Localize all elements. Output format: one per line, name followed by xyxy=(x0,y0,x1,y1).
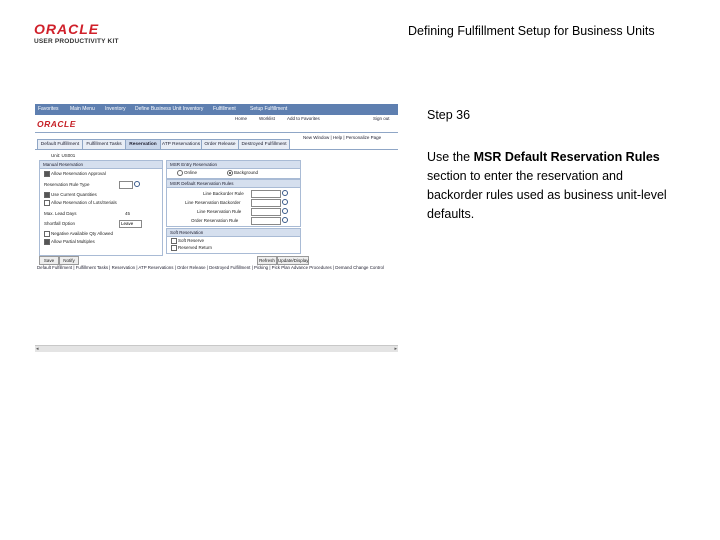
tab-reservation[interactable]: Reservation xyxy=(125,139,161,149)
tab-destroyed-fulfillment[interactable]: Destroyed Fulfillment xyxy=(238,139,290,149)
horizontal-scrollbar[interactable] xyxy=(35,345,398,352)
tab-order-release[interactable]: Order Release xyxy=(201,139,239,149)
save-button[interactable]: Save xyxy=(39,256,59,265)
field-label: Line Backorder Rule xyxy=(203,191,244,196)
description-emphasis: MSR Default Reservation Rules xyxy=(473,150,660,164)
home-link[interactable]: Home xyxy=(235,116,248,121)
field-label: Line Reservation Rule xyxy=(197,209,242,214)
tab-default-fulfillment[interactable]: Default Fulfillment xyxy=(37,139,83,149)
lookup-icon[interactable] xyxy=(282,208,288,214)
online-radio[interactable] xyxy=(177,170,183,176)
description-text: section to enter the reservation and backorder rules used as business unit-level defaults. xyxy=(427,169,667,221)
line-backorder-rule-input[interactable] xyxy=(251,190,281,198)
field-label: Reserved Return xyxy=(178,245,213,250)
notify-button[interactable]: Notify xyxy=(59,256,79,265)
allow-partial-checkbox[interactable] xyxy=(44,239,50,245)
divider xyxy=(35,132,398,133)
tab-atp-reservations[interactable]: ATP Reservations xyxy=(160,139,202,149)
section-header-soft-reservation: Soft Reservation xyxy=(166,228,301,237)
nav-item[interactable]: Define Business Unit Inventory xyxy=(135,106,204,112)
lookup-icon[interactable] xyxy=(282,199,288,205)
application-screenshot xyxy=(35,104,398,354)
unit-label: Unit: US001 xyxy=(51,153,76,158)
allow-lots-checkbox[interactable] xyxy=(44,200,50,206)
step-number: Step 36 xyxy=(427,108,471,122)
field-label: Negative Available Qty Allowed xyxy=(51,231,113,236)
add-favorites-link[interactable]: Add to Favorites xyxy=(287,116,320,121)
description-text: Use the xyxy=(427,150,474,164)
nav-item[interactable]: Main Menu xyxy=(70,106,95,112)
field-label: Use Current Quantities xyxy=(51,192,97,197)
lookup-icon[interactable] xyxy=(282,190,288,196)
reserved-return-checkbox[interactable] xyxy=(171,245,177,251)
field-label: Max. Lead Days xyxy=(44,211,77,216)
radio-label: Online xyxy=(184,170,198,175)
line-reservation-backorder-input[interactable] xyxy=(251,199,281,207)
lookup-icon[interactable] xyxy=(282,217,288,223)
field-label: Shortfall Option xyxy=(44,221,76,226)
page-utility-links[interactable]: New Window | Help | Personalize Page xyxy=(303,135,382,140)
field-label: Allow Partial Multiples xyxy=(51,239,95,244)
top-navigation-bar xyxy=(35,104,398,115)
field-label: Soft Reserve xyxy=(178,238,205,243)
field-label: Order Reservation Rule xyxy=(191,218,239,223)
update-display-button[interactable]: Update/Display xyxy=(278,258,309,263)
scroll-left-icon[interactable]: ◂ xyxy=(36,346,39,352)
field-label: Allow Reservation of Lots/Serials xyxy=(51,200,117,205)
sign-out-link[interactable]: Sign out xyxy=(373,116,390,121)
allow-approval-checkbox[interactable] xyxy=(44,171,50,177)
lookup-icon[interactable] xyxy=(134,181,140,187)
tab-divider xyxy=(35,149,398,150)
use-current-qty-checkbox[interactable] xyxy=(44,192,50,198)
line-reservation-rule-input[interactable] xyxy=(251,208,281,216)
footer-tab-links[interactable]: Default Fulfillment | Fulfillment Tasks | Reservation | ATP Reservations | Order Release | Destroyed Fulfillment | Picking | Pick Plan Advance Procedures | Demand Change Control xyxy=(37,265,384,270)
nav-item[interactable]: Favorites xyxy=(38,106,59,112)
scroll-right-icon[interactable]: ▸ xyxy=(394,346,397,352)
background-radio[interactable] xyxy=(227,170,233,176)
section-header-msr-default-rules: MSR Default Reservation Rules xyxy=(166,179,301,188)
tab-fulfillment-tasks[interactable]: Fulfillment Tasks xyxy=(82,139,126,149)
step-description xyxy=(427,148,677,224)
nav-item[interactable]: Inventory xyxy=(105,106,126,112)
oracle-upk-logo xyxy=(34,22,124,45)
app-logo: ORACLE xyxy=(37,119,76,129)
section-header-msr-entry: MSR Entry Reservation xyxy=(166,160,301,169)
logo-wordmark: ORACLE xyxy=(34,21,100,37)
field-label: Line Reservation Backorder xyxy=(185,200,241,205)
document-title: Defining Fulfillment Setup for Business Units xyxy=(408,24,655,38)
order-reservation-rule-input[interactable] xyxy=(251,217,281,225)
nav-item[interactable]: Fulfillment xyxy=(213,106,236,112)
soft-reserve-checkbox[interactable] xyxy=(171,238,177,244)
top-links xyxy=(235,116,395,124)
logo-subtitle: USER PRODUCTIVITY KIT xyxy=(34,38,119,45)
radio-label: Background xyxy=(234,170,259,175)
rule-type-input[interactable] xyxy=(119,181,133,189)
refresh-button[interactable]: Refresh xyxy=(257,256,277,265)
worklist-link[interactable]: Worklist xyxy=(259,116,275,121)
field-label: Reservation Rule Type xyxy=(44,182,90,187)
negative-qty-checkbox[interactable] xyxy=(44,231,50,237)
field-label: Allow Reservation Approval xyxy=(51,171,106,176)
section-header-manual-reservation: Manual Reservation xyxy=(39,160,163,169)
shortfall-option-select[interactable]: Leave xyxy=(119,220,142,228)
nav-item[interactable]: Setup Fulfillment xyxy=(250,106,288,112)
max-lead-days-value[interactable]: 45 xyxy=(125,211,131,216)
